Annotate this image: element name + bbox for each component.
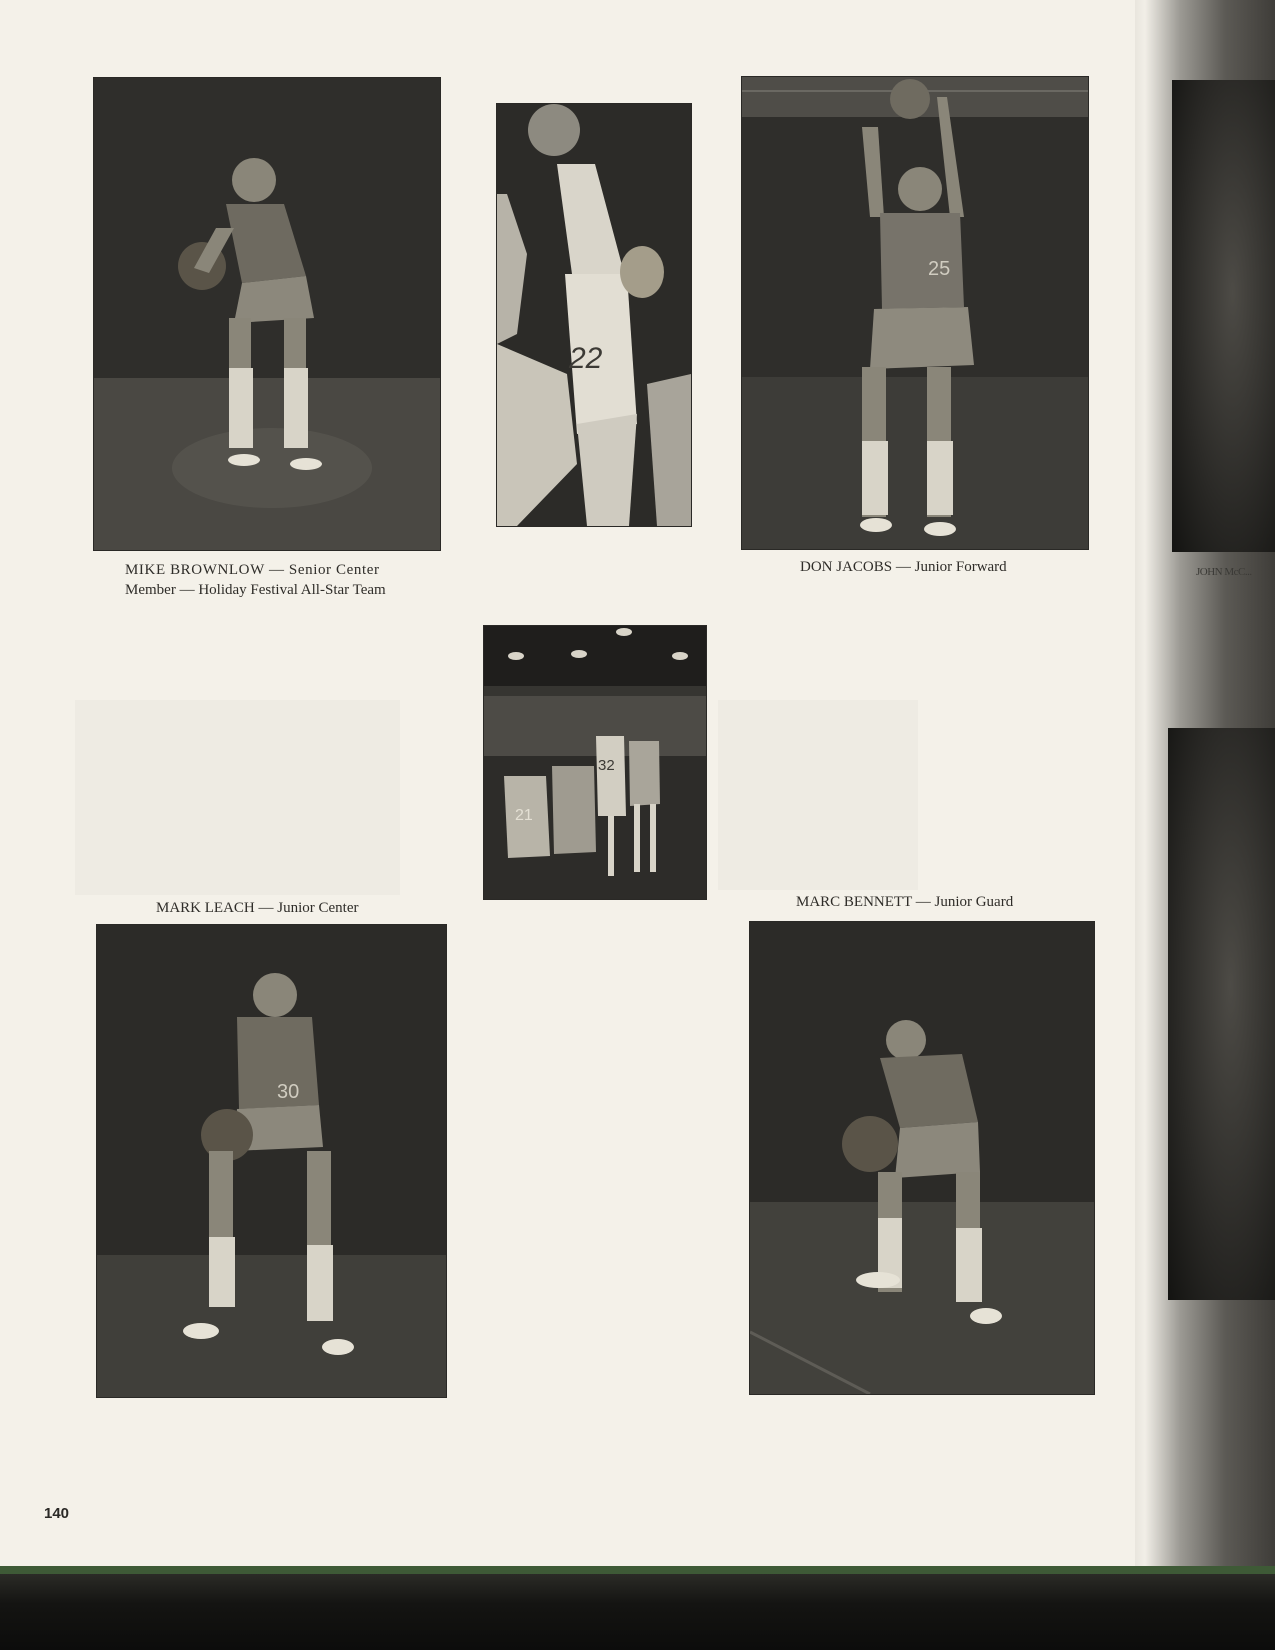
caption-brownlow-line1: MIKE BROWNLOW — Senior Center bbox=[125, 562, 380, 578]
facing-page-edge bbox=[1150, 0, 1275, 1566]
faded-area-right bbox=[718, 700, 918, 890]
jersey-number-30: 30 bbox=[277, 1081, 300, 1103]
jersey-number-22: 22 bbox=[569, 342, 603, 375]
jersey-number-32: 32 bbox=[598, 757, 615, 774]
jersey-number-25: 25 bbox=[928, 258, 951, 280]
facing-caption: JOHN McC... bbox=[1196, 566, 1252, 578]
photo-mike-brownlow bbox=[94, 78, 440, 550]
caption-don-jacobs: DON JACOBS — Junior Forward bbox=[800, 559, 1007, 575]
book-cover bbox=[0, 1574, 1275, 1650]
book-cover-edge bbox=[0, 1566, 1275, 1574]
photo-marc-bennett bbox=[750, 922, 1094, 1394]
photo-action-jump-ball bbox=[484, 626, 706, 899]
caption-marc-bennett: MARC BENNETT — Junior Guard bbox=[796, 894, 1014, 910]
caption-brownlow-line2: Member — Holiday Festival All-Star Team bbox=[125, 582, 386, 598]
photo-don-jacobs bbox=[742, 77, 1088, 549]
photo-mark-leach bbox=[97, 925, 446, 1397]
caption-mike-brownlow bbox=[125, 560, 386, 600]
page-number: 140 bbox=[44, 1505, 70, 1522]
jersey-number-21: 21 bbox=[515, 807, 533, 824]
facing-photo-top bbox=[1172, 80, 1275, 552]
faded-area-left bbox=[75, 700, 400, 895]
facing-photo-bottom bbox=[1168, 728, 1275, 1300]
photo-action-rebound bbox=[497, 104, 691, 526]
caption-mark-leach: MARK LEACH — Junior Center bbox=[156, 900, 359, 916]
